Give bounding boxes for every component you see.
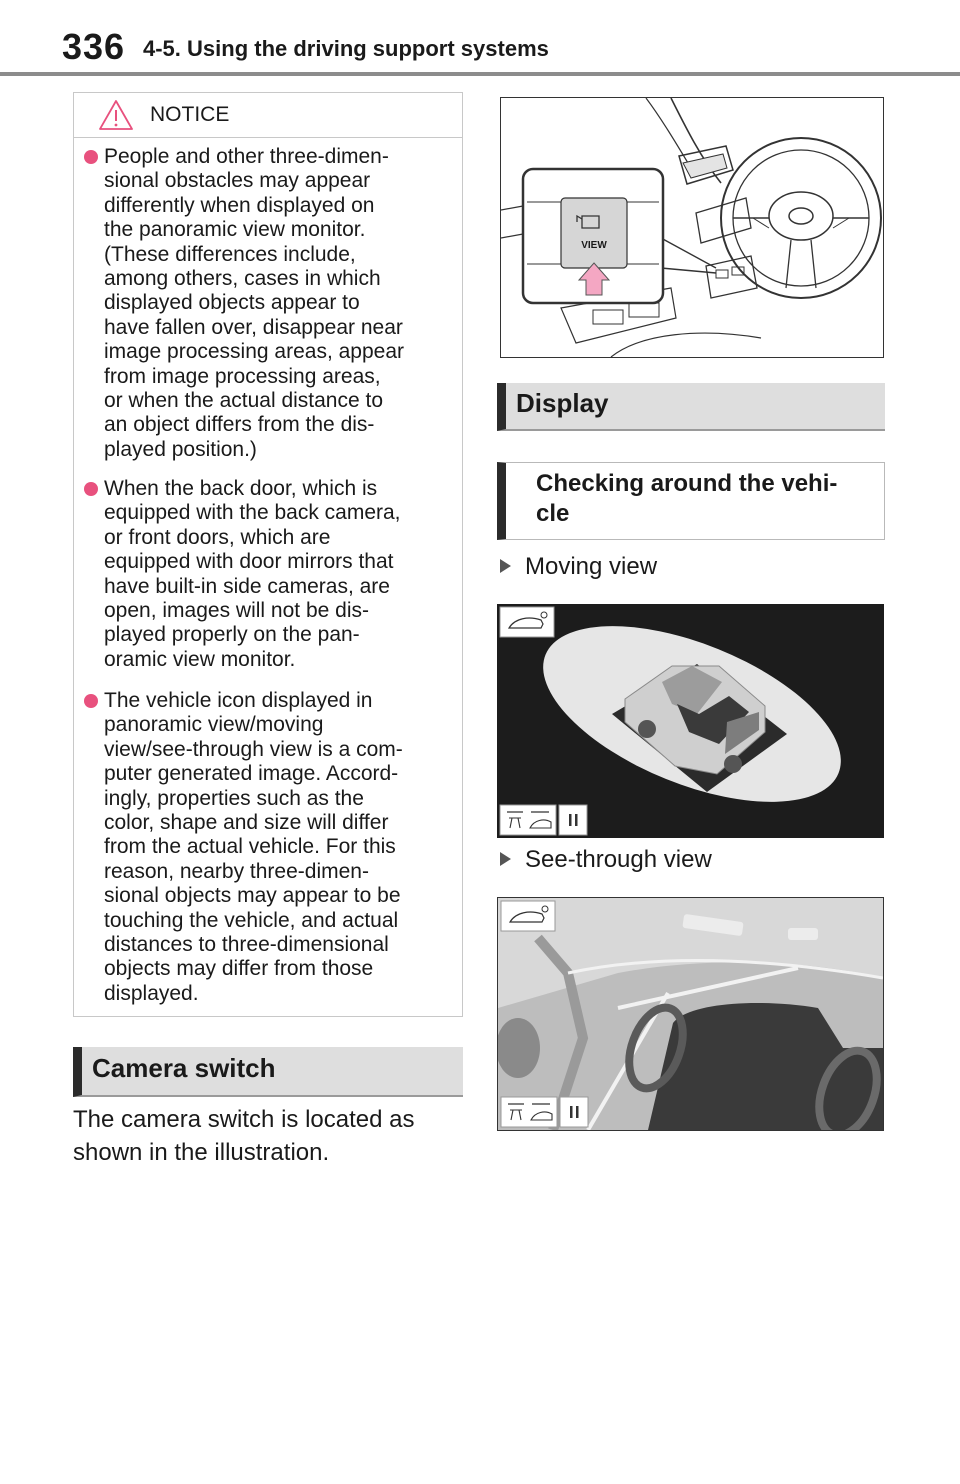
dashboard-illustration [501,98,883,357]
display-heading [497,383,885,431]
camera-switch-heading [73,1047,463,1097]
camera-switch-illustration [500,97,884,358]
triangle-bullet-icon [500,559,511,573]
notice-item [84,477,452,672]
checking-around-subheading [497,462,885,540]
notice-item [84,145,452,462]
triangle-bullet-icon [500,852,511,866]
moving-view-label-text: Moving view [525,553,658,580]
bullet-icon [84,482,98,496]
see-through-view-label-text: See-through view [525,846,712,873]
notice-box [73,92,463,1017]
camera-switch-heading-text: Camera switch [92,1053,276,1083]
notice-label: NOTICE [150,103,230,126]
checking-around-subheading-text: Checking around the vehi- cle [536,470,838,527]
moving-view-screen [497,604,884,838]
see-through-view-screen [498,898,883,1130]
notice-header [74,93,462,138]
page-number: 336 [62,26,126,67]
header-rule [0,72,960,76]
display-heading-text: Display [516,388,609,418]
notice-item [84,689,452,1006]
warning-triangle-icon [98,99,134,131]
see-through-view-label [500,846,712,874]
notice-item-text: When the back door, which is equipped with the back camera, or front doors, which are equipped with door mirrors that have built-in side cameras, are open, images will not be dis- played properly on the pan- oramic view monitor. [104,477,401,671]
moving-view-figure [497,604,884,838]
see-through-view-figure [497,897,884,1131]
page-header [0,0,960,76]
section-title: 4-5. Using the driving support systems [143,36,549,61]
notice-item-text: The vehicle icon displayed in panoramic view/moving view/see-through view is a com- puter generated image. Accord- ingly, properties such as the color, shape and size will differ from the actual vehicle. For this reason, nearby three-dimen- sional objects may appear to be touching the vehicle, and actual distances to three-dimensional objects may differ from those displayed. [104,689,403,1005]
camera-switch-text: The camera switch is located as shown in the illustration. [73,1106,415,1166]
bullet-icon [84,694,98,708]
moving-view-label [500,553,657,581]
notice-item-text: People and other three-dimen- sional obstacles may appear differently when displayed on the panoramic view monitor. (These differences include, among others, cases in which displayed objects appear to have fallen over, disappear near image processing areas, appear from image processing areas, or when the actual distance to an object differs from the dis- played position.) [104,145,405,461]
view-button-label: VIEW [581,240,607,251]
bullet-icon [84,150,98,164]
